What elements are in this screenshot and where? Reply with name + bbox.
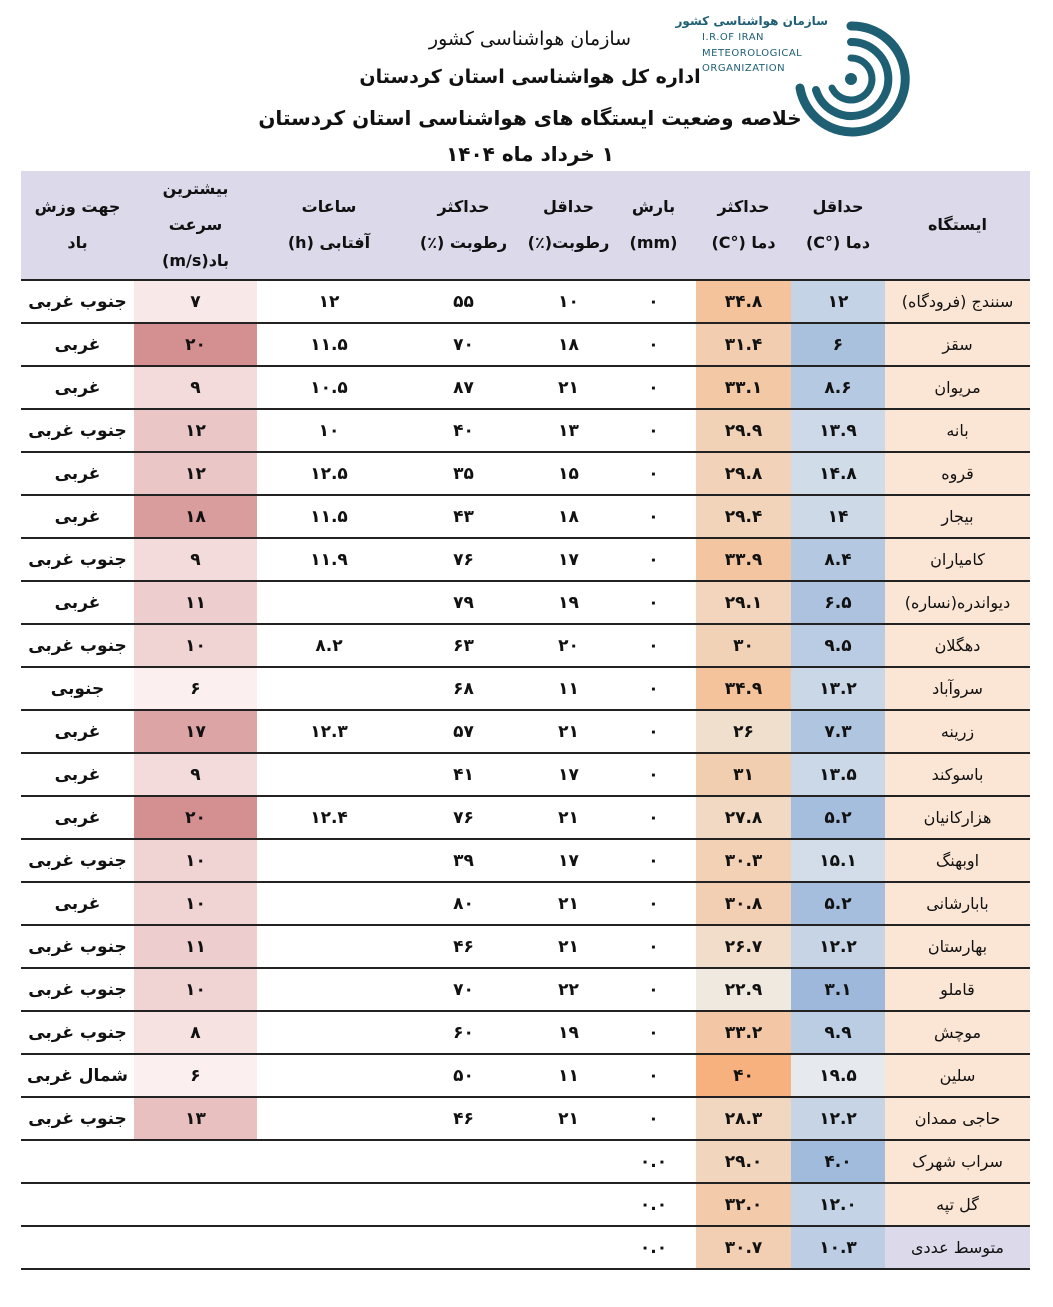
min-temp-value: ۱۰.۳ [791, 1226, 885, 1269]
wind-direction-value: جنوب غربی [21, 839, 134, 882]
precipitation-value: ۰ [611, 710, 696, 753]
max-wind-speed-value: ۸ [134, 1011, 257, 1054]
max-temp-value: ۳۰ [696, 624, 791, 667]
precipitation-value: ۰ [611, 753, 696, 796]
max-temp-value: ۳۱ [696, 753, 791, 796]
min-humidity-value: ۲۱ [526, 796, 611, 839]
station-name: بهارستان [885, 925, 1030, 968]
wind-direction-value: غربی [21, 581, 134, 624]
station-name: هزارکانیان [885, 796, 1030, 839]
wind-direction-value: جنوب غربی [21, 925, 134, 968]
sunshine-hours-value [257, 1097, 401, 1140]
table-body [21, 280, 1030, 1269]
table-header-row [21, 171, 1030, 280]
precipitation-value: ۰ [611, 323, 696, 366]
station-row [21, 581, 1030, 624]
station-row [21, 409, 1030, 452]
max-temp-value: ۳۰.۸ [696, 882, 791, 925]
station-row [21, 280, 1030, 323]
spiral-emblem-icon [790, 18, 912, 140]
max-wind-speed-value: ۹ [134, 538, 257, 581]
min-humidity-value: ۲۱ [526, 366, 611, 409]
max-wind-speed-value: ۱۷ [134, 710, 257, 753]
sunshine-hours-value [257, 925, 401, 968]
precipitation-value: ۰ [611, 366, 696, 409]
max-wind-speed-value: ۱۰ [134, 624, 257, 667]
station-name: دهگلان [885, 624, 1030, 667]
min-temp-value: ۵.۲ [791, 796, 885, 839]
logo-english-line-1: I.R.OF IRAN [702, 32, 765, 43]
station-name: قاملو [885, 968, 1030, 1011]
max-temp-value: ۲۸.۳ [696, 1097, 791, 1140]
wind-direction-value: غربی [21, 753, 134, 796]
max-humidity-value: ۷۰ [401, 323, 526, 366]
min-temp-value: ۱۲.۲ [791, 1097, 885, 1140]
max-temp-value: ۳۳.۱ [696, 366, 791, 409]
max-temp-value: ۳۱.۴ [696, 323, 791, 366]
wind-direction-value: جنوب غربی [21, 409, 134, 452]
average-row [21, 1226, 1030, 1269]
station-row [21, 538, 1030, 581]
station-name: حاجی ممدان [885, 1097, 1030, 1140]
min-temp-value: ۷.۳ [791, 710, 885, 753]
min-humidity-value: ۱۹ [526, 1011, 611, 1054]
sunshine-hours-value [257, 968, 401, 1011]
report-date: ۱ خرداد ماه ۱۴۰۴ [446, 142, 614, 166]
station-name: اوبهنگ [885, 839, 1030, 882]
min-humidity-value: ۱۱ [526, 667, 611, 710]
header-precipitation: بارش (mm) [611, 171, 696, 280]
department-name: اداره کل هواشناسی استان کردستان [359, 66, 701, 88]
wind-direction-value: جنوبی [21, 667, 134, 710]
max-wind-speed-value: ۱۲ [134, 409, 257, 452]
precipitation-value: ۰ [611, 624, 696, 667]
min-temp-value: ۱۳.۵ [791, 753, 885, 796]
header-sunshine-hours: ساعات آفتابی (h) [257, 171, 401, 280]
station-name: زرینه [885, 710, 1030, 753]
max-wind-speed-value: ۱۱ [134, 581, 257, 624]
max-humidity-value: ۸۷ [401, 366, 526, 409]
max-temp-value: ۲۹.۰ [696, 1140, 791, 1183]
precipitation-value: ۰.۰ [611, 1183, 696, 1226]
station-row [21, 710, 1030, 753]
min-temp-value: ۸.۶ [791, 366, 885, 409]
wind-direction-value: غربی [21, 796, 134, 839]
sunshine-hours-value: ۸.۲ [257, 624, 401, 667]
precipitation-value: ۰ [611, 882, 696, 925]
report-header [0, 0, 1053, 172]
sunshine-hours-value [257, 753, 401, 796]
max-humidity-value: ۸۰ [401, 882, 526, 925]
precipitation-value: ۰ [611, 968, 696, 1011]
station-row [21, 323, 1030, 366]
max-wind-speed-value: ۱۲ [134, 452, 257, 495]
max-humidity-value: ۴۱ [401, 753, 526, 796]
max-wind-speed-value: ۱۰ [134, 968, 257, 1011]
sunshine-hours-value [257, 882, 401, 925]
station-row [21, 452, 1030, 495]
max-temp-value: ۲۹.۸ [696, 452, 791, 495]
header-max-temp: حداکثر دما (°C) [696, 171, 791, 280]
station-name: بانه [885, 409, 1030, 452]
header-max-humidity: حداکثر رطوبت (٪) [401, 171, 526, 280]
max-temp-value: ۳۰.۷ [696, 1226, 791, 1269]
min-temp-value: ۹.۵ [791, 624, 885, 667]
min-temp-value: ۱۳.۹ [791, 409, 885, 452]
min-temp-value: ۹.۹ [791, 1011, 885, 1054]
max-temp-value: ۳۴.۸ [696, 280, 791, 323]
wind-direction-value: جنوب غربی [21, 1097, 134, 1140]
max-humidity-value: ۵۰ [401, 1054, 526, 1097]
max-humidity-value [401, 1226, 526, 1269]
sunshine-hours-value: ۱۱.۹ [257, 538, 401, 581]
min-humidity-value: ۱۱ [526, 1054, 611, 1097]
min-humidity-value: ۱۷ [526, 839, 611, 882]
min-humidity-value: ۱۷ [526, 538, 611, 581]
max-wind-speed-value [134, 1140, 257, 1183]
max-humidity-value: ۴۰ [401, 409, 526, 452]
sunshine-hours-value [257, 1011, 401, 1054]
max-humidity-value: ۷۰ [401, 968, 526, 1011]
station-name: سقز [885, 323, 1030, 366]
max-temp-value: ۲۷.۸ [696, 796, 791, 839]
sunshine-hours-value [257, 581, 401, 624]
min-humidity-value: ۱۷ [526, 753, 611, 796]
logo-english-line-3: ORGANIZATION [702, 63, 786, 74]
sunshine-hours-value: ۱۰ [257, 409, 401, 452]
max-temp-value: ۳۳.۲ [696, 1011, 791, 1054]
max-humidity-value: ۶۰ [401, 1011, 526, 1054]
max-humidity-value: ۷۹ [401, 581, 526, 624]
max-wind-speed-value: ۲۰ [134, 796, 257, 839]
min-humidity-value [526, 1183, 611, 1226]
logo-persian-text: سازمان هواشناسی کشور [675, 14, 828, 28]
station-row [21, 1054, 1030, 1097]
station-row [21, 624, 1030, 667]
sunshine-hours-value [257, 1226, 401, 1269]
header-min-temp: حداقل دما (°C) [791, 171, 885, 280]
max-wind-speed-value: ۱۰ [134, 839, 257, 882]
min-temp-value: ۱۴ [791, 495, 885, 538]
wind-direction-value [21, 1226, 134, 1269]
station-name: سنندج (فرودگاه) [885, 280, 1030, 323]
min-humidity-value: ۱۹ [526, 581, 611, 624]
header-max-wind-speed: بیشترین سرعت باد(m/s) [134, 171, 257, 280]
min-temp-value: ۴.۰ [791, 1140, 885, 1183]
max-humidity-value: ۷۶ [401, 796, 526, 839]
max-wind-speed-value: ۶ [134, 667, 257, 710]
min-humidity-value [526, 1226, 611, 1269]
min-humidity-value: ۱۸ [526, 495, 611, 538]
precipitation-value: ۰ [611, 538, 696, 581]
min-humidity-value: ۲۱ [526, 925, 611, 968]
precipitation-value: ۰ [611, 495, 696, 538]
min-temp-value: ۱۲.۰ [791, 1183, 885, 1226]
station-row [21, 366, 1030, 409]
precipitation-value: ۰ [611, 409, 696, 452]
wind-direction-value: جنوب غربی [21, 280, 134, 323]
station-row [21, 796, 1030, 839]
station-row [21, 1183, 1030, 1226]
max-temp-value: ۲۶.۷ [696, 925, 791, 968]
min-temp-value: ۱۲.۲ [791, 925, 885, 968]
wind-direction-value [21, 1183, 134, 1226]
organization-name: سازمان هواشناسی کشور [428, 28, 632, 50]
sunshine-hours-value: ۱۲.۴ [257, 796, 401, 839]
sunshine-hours-value [257, 1054, 401, 1097]
min-humidity-value: ۲۱ [526, 1097, 611, 1140]
wind-direction-value: غربی [21, 882, 134, 925]
wind-direction-value: جنوب غربی [21, 538, 134, 581]
max-wind-speed-value [134, 1226, 257, 1269]
max-temp-value: ۳۰.۳ [696, 839, 791, 882]
max-humidity-value: ۳۹ [401, 839, 526, 882]
station-row [21, 839, 1030, 882]
max-wind-speed-value: ۶ [134, 1054, 257, 1097]
max-temp-value: ۳۳.۹ [696, 538, 791, 581]
precipitation-value: ۰ [611, 1097, 696, 1140]
max-wind-speed-value: ۹ [134, 753, 257, 796]
station-row [21, 1011, 1030, 1054]
min-temp-value: ۵.۲ [791, 882, 885, 925]
station-row [21, 1140, 1030, 1183]
max-wind-speed-value [134, 1183, 257, 1226]
min-temp-value: ۱۴.۸ [791, 452, 885, 495]
logo-english-line-2: METEOROLOGICAL [702, 48, 803, 59]
wind-direction-value [21, 1140, 134, 1183]
station-row [21, 925, 1030, 968]
min-temp-value: ۸.۴ [791, 538, 885, 581]
station-name: متوسط عددی [885, 1226, 1030, 1269]
wind-direction-value: غربی [21, 495, 134, 538]
precipitation-value: ۰ [611, 1011, 696, 1054]
precipitation-value: ۰ [611, 280, 696, 323]
precipitation-value: ۰ [611, 452, 696, 495]
wind-direction-value: غربی [21, 323, 134, 366]
station-name: دیواندره(نساره) [885, 581, 1030, 624]
station-name: مریوان [885, 366, 1030, 409]
max-wind-speed-value: ۱۸ [134, 495, 257, 538]
max-humidity-value: ۷۶ [401, 538, 526, 581]
max-temp-value: ۳۴.۹ [696, 667, 791, 710]
max-wind-speed-value: ۷ [134, 280, 257, 323]
precipitation-value: ۰ [611, 925, 696, 968]
sunshine-hours-value [257, 667, 401, 710]
max-humidity-value: ۴۶ [401, 1097, 526, 1140]
min-temp-value: ۱۵.۱ [791, 839, 885, 882]
max-temp-value: ۳۲.۰ [696, 1183, 791, 1226]
max-humidity-value: ۴۶ [401, 925, 526, 968]
station-name: قروه [885, 452, 1030, 495]
max-temp-value: ۲۹.۹ [696, 409, 791, 452]
max-temp-value: ۲۲.۹ [696, 968, 791, 1011]
max-humidity-value: ۳۵ [401, 452, 526, 495]
min-temp-value: ۳.۱ [791, 968, 885, 1011]
station-row [21, 667, 1030, 710]
max-temp-value: ۲۹.۱ [696, 581, 791, 624]
max-wind-speed-value: ۱۰ [134, 882, 257, 925]
wind-direction-value: غربی [21, 452, 134, 495]
station-name: بیجار [885, 495, 1030, 538]
sunshine-hours-value: ۱۱.۵ [257, 323, 401, 366]
station-name: سروآباد [885, 667, 1030, 710]
precipitation-value: ۰ [611, 667, 696, 710]
max-humidity-value [401, 1140, 526, 1183]
max-temp-value: ۴۰ [696, 1054, 791, 1097]
min-temp-value: ۱۳.۲ [791, 667, 885, 710]
precipitation-value: ۰.۰ [611, 1140, 696, 1183]
min-temp-value: ۶.۵ [791, 581, 885, 624]
max-humidity-value [401, 1183, 526, 1226]
max-humidity-value: ۴۳ [401, 495, 526, 538]
wind-direction-value: جنوب غربی [21, 968, 134, 1011]
wind-direction-value: جنوب غربی [21, 1011, 134, 1054]
max-temp-value: ۲۶ [696, 710, 791, 753]
min-temp-value: ۱۲ [791, 280, 885, 323]
station-row [21, 753, 1030, 796]
max-wind-speed-value: ۲۰ [134, 323, 257, 366]
sunshine-hours-value: ۱۲.۳ [257, 710, 401, 753]
station-name: گل تپه [885, 1183, 1030, 1226]
wind-direction-value: غربی [21, 366, 134, 409]
report-title: خلاصه وضعیت ایستگاه های هواشناسی استان کردستان [258, 106, 802, 130]
precipitation-value: ۰ [611, 839, 696, 882]
precipitation-value: ۰ [611, 796, 696, 839]
sunshine-hours-value: ۱۱.۵ [257, 495, 401, 538]
max-humidity-value: ۶۳ [401, 624, 526, 667]
precipitation-value: ۰ [611, 581, 696, 624]
min-humidity-value: ۱۳ [526, 409, 611, 452]
station-name: بابارشانی [885, 882, 1030, 925]
header-min-humidity: حداقل رطوبت(٪) [526, 171, 611, 280]
max-humidity-value: ۶۸ [401, 667, 526, 710]
min-humidity-value [526, 1140, 611, 1183]
precipitation-value: ۰.۰ [611, 1226, 696, 1269]
header-station: ایستگاه [885, 171, 1030, 280]
min-humidity-value: ۲۲ [526, 968, 611, 1011]
precipitation-value: ۰ [611, 1054, 696, 1097]
wind-direction-value: جنوب غربی [21, 624, 134, 667]
sunshine-hours-value: ۱۰.۵ [257, 366, 401, 409]
station-name: سراب شهرک [885, 1140, 1030, 1183]
sunshine-hours-value [257, 1183, 401, 1226]
station-row [21, 968, 1030, 1011]
station-row [21, 882, 1030, 925]
min-humidity-value: ۲۱ [526, 710, 611, 753]
max-humidity-value: ۵۵ [401, 280, 526, 323]
station-row [21, 495, 1030, 538]
max-temp-value: ۲۹.۴ [696, 495, 791, 538]
station-row [21, 1097, 1030, 1140]
max-wind-speed-value: ۹ [134, 366, 257, 409]
header-wind-direction: جهت وزش باد [21, 171, 134, 280]
wind-direction-value: شمال غربی [21, 1054, 134, 1097]
min-humidity-value: ۲۰ [526, 624, 611, 667]
min-temp-value: ۶ [791, 323, 885, 366]
station-name: موچش [885, 1011, 1030, 1054]
sunshine-hours-value: ۱۲ [257, 280, 401, 323]
sunshine-hours-value: ۱۲.۵ [257, 452, 401, 495]
wind-direction-value: غربی [21, 710, 134, 753]
min-humidity-value: ۱۵ [526, 452, 611, 495]
max-wind-speed-value: ۱۱ [134, 925, 257, 968]
min-humidity-value: ۲۱ [526, 882, 611, 925]
sunshine-hours-value [257, 1140, 401, 1183]
min-temp-value: ۱۹.۵ [791, 1054, 885, 1097]
station-name: باسوکند [885, 753, 1030, 796]
min-humidity-value: ۱۰ [526, 280, 611, 323]
max-wind-speed-value: ۱۳ [134, 1097, 257, 1140]
min-humidity-value: ۱۸ [526, 323, 611, 366]
weather-stations-table [21, 171, 1030, 1270]
station-name: سلین [885, 1054, 1030, 1097]
max-humidity-value: ۵۷ [401, 710, 526, 753]
sunshine-hours-value [257, 839, 401, 882]
meteorological-organization-logo [675, 6, 926, 146]
station-name: کامیاران [885, 538, 1030, 581]
